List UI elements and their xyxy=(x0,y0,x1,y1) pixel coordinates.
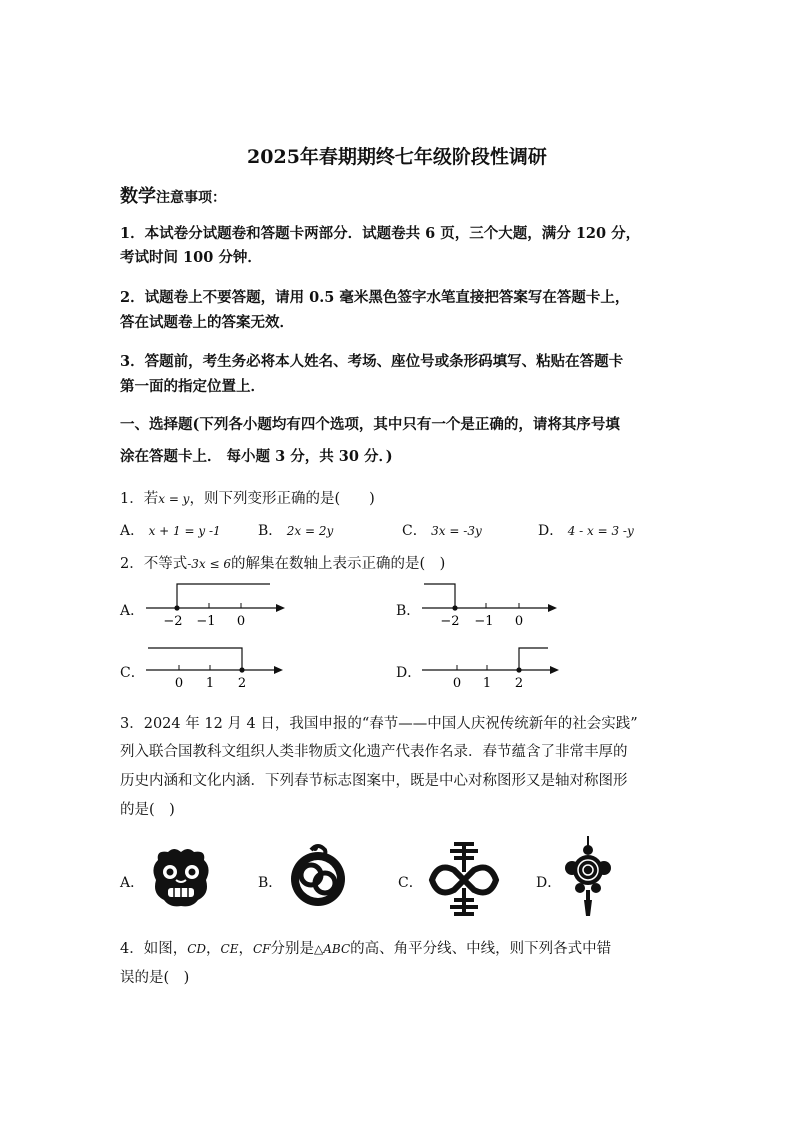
tick-label: −1 xyxy=(196,614,216,629)
question-1-stem: 1．若x = y，则下列变形正确的是( ) xyxy=(120,491,375,507)
tick-label: 0 xyxy=(452,676,462,691)
question-3-line2: 列入联合国教科文组织人类非物质文化遗产代表作名录．春节蕴含了非常丰厚的 xyxy=(120,744,628,760)
subject-heading xyxy=(120,182,226,208)
tick-label: −2 xyxy=(163,614,183,629)
tick-label: 0 xyxy=(174,676,184,691)
note-3-line2: 第一面的指定位置上． xyxy=(120,378,265,395)
q2-option-b-label[interactable]: B． xyxy=(396,603,421,619)
note-1-line1: 1．本试卷分试题卷和答题卡两部分．试题卷共 6 页，三个大题，满分 120 分， xyxy=(120,225,641,242)
q3-option-b-label[interactable]: B． xyxy=(258,875,283,891)
question-3-line4: 的是( ) xyxy=(120,802,175,818)
segment-cd: CD xyxy=(187,942,207,956)
lion-head-icon[interactable] xyxy=(148,846,214,910)
q2-option-b-number-line[interactable] xyxy=(416,578,566,633)
tick-label: 1 xyxy=(482,676,492,691)
q1-option-b[interactable]: B． 2x = 2y xyxy=(258,523,334,539)
tick-label: 0 xyxy=(236,614,246,629)
tick-label: 0 xyxy=(514,614,524,629)
tick-label: 1 xyxy=(205,676,215,691)
q1-option-a[interactable]: A． x + 1 = y -1 xyxy=(120,523,221,539)
segment-ce: CE xyxy=(220,942,239,956)
q1-option-d[interactable]: D． 4 - x = 3 -y xyxy=(538,523,634,539)
q2-option-c-label[interactable]: C． xyxy=(120,665,145,681)
notes-heading: 注意事项： xyxy=(156,190,226,206)
question-2-stem: 2．不等式-3x ≤ 6的解集在数轴上表示正确的是( ) xyxy=(120,556,446,572)
subject-label: 数学 xyxy=(120,186,156,207)
q2-option-a-number-line[interactable] xyxy=(140,578,290,633)
note-2-line1: 2．试题卷上不要答题，请用 0.5 毫米黑色签字水笔直接把答案写在答题卡上， xyxy=(120,289,630,306)
note-1-line2: 考试时间 100 分钟． xyxy=(120,249,262,266)
q3-option-a-label[interactable]: A． xyxy=(120,875,145,891)
q1-condition: x = y xyxy=(158,492,190,506)
section-1-heading-line2: 涂在答题卡上． 每小题 3 分，共 30 分．) xyxy=(120,448,393,465)
snake-knot-icon[interactable] xyxy=(285,842,351,908)
note-3-line1: 3．答题前，考生务必将本人姓名、考场、座位号或条形码填写、粘贴在答题卡 xyxy=(120,353,624,370)
page-title: 2025年春期期终七年级阶段性调研 xyxy=(247,146,547,168)
q2-option-d-label[interactable]: D． xyxy=(396,665,422,681)
chinese-knot-icon[interactable] xyxy=(560,836,616,920)
section-1-heading-line1: 一、选择题(下列各小题均有四个选项，其中只有一个是正确的，请将其序号填 xyxy=(120,416,620,433)
segment-cf: CF xyxy=(253,942,271,956)
note-2-line2: 答在试题卷上的答案无效． xyxy=(120,314,294,331)
question-3-line3: 历史内涵和文化内涵．下列春节标志图案中，既是中心对称图形又是轴对称图形 xyxy=(120,773,628,789)
tick-label: −1 xyxy=(474,614,494,629)
q2-option-a-label[interactable]: A． xyxy=(120,603,145,619)
q2-option-c-number-line[interactable] xyxy=(140,640,290,695)
tick-label: 2 xyxy=(237,676,247,691)
triangle-abc: △ABC xyxy=(314,942,351,956)
q2-inequality: -3x ≤ 6 xyxy=(187,557,232,571)
tick-label: −2 xyxy=(440,614,460,629)
q3-option-d-label[interactable]: D． xyxy=(536,875,562,891)
question-3-line1: 3．2024 年 12 月 4 日，我国申报的“春节——中国人庆祝传统新年的社会实践” xyxy=(120,716,638,732)
question-4-stem: 4．如图，CD，CE，CF分别是△ABC的高、角平分线、中线，则下列各式中错 xyxy=(120,941,612,957)
q2-option-d-number-line[interactable] xyxy=(416,640,566,695)
q1-option-c[interactable]: C． 3x = -3y xyxy=(402,523,482,539)
knot-pattern-icon[interactable] xyxy=(424,840,504,918)
question-4-line2: 误的是( ) xyxy=(120,970,190,986)
tick-label: 2 xyxy=(514,676,524,691)
q3-option-c-label[interactable]: C． xyxy=(398,875,423,891)
